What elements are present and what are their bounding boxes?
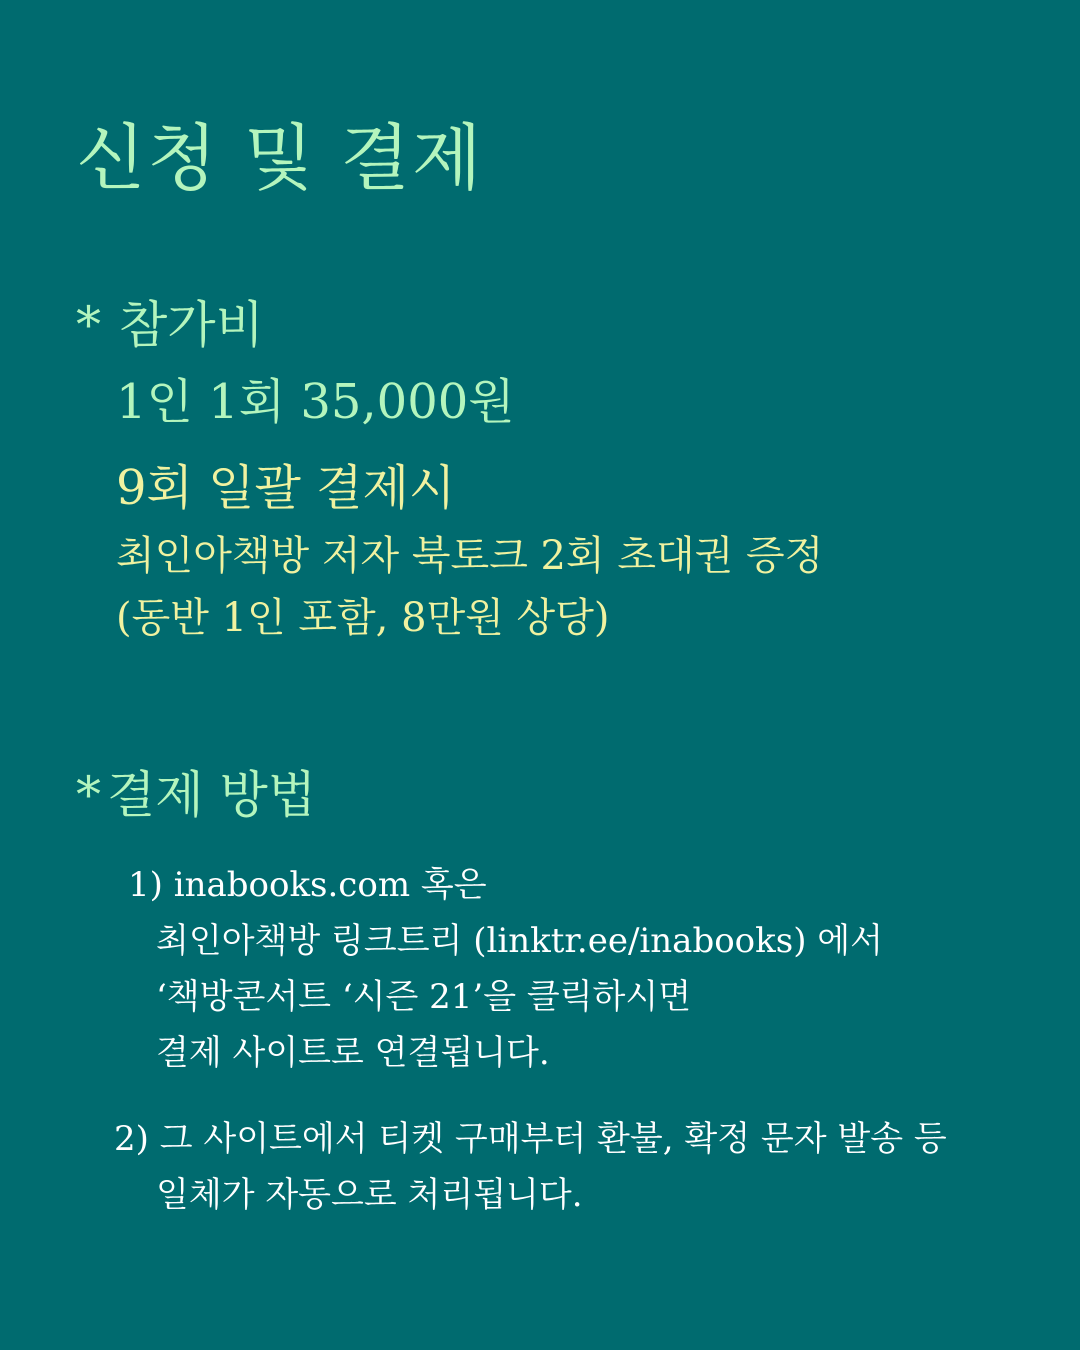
payment-heading (76, 766, 317, 824)
step1-line1: 1) inabooks.com 혹은 (128, 865, 487, 905)
step2-line1: 2) 그 사이트에서 티켓 구매부터 환불, 확정 문자 발송 등 (114, 1119, 947, 1159)
fee-bundle: 9회 일괄 결제시 (116, 460, 456, 516)
fee-bullet: * (76, 296, 101, 354)
step2-line2: 일체가 자동으로 처리됩니다. (156, 1175, 583, 1215)
fee-gift: 최인아책방 저자 북토크 2회 초대권 증정 (116, 533, 824, 579)
payment-heading-label: 결제 방법 (107, 766, 317, 824)
fee-gift-note: (동반 1인 포함, 8만원 상당) (116, 595, 610, 641)
step1-line4: 결제 사이트로 연결됩니다. (156, 1033, 550, 1073)
page-title: 신청 및 결제 (76, 116, 484, 200)
fee-heading-label: 참가비 (119, 296, 264, 354)
payment-bullet: * (76, 766, 101, 824)
step1-line2: 최인아책방 링크트리 (linktr.ee/inabooks) 에서 (156, 921, 883, 961)
step1-line3: ‘책방콘서트 ‘시즌 21’을 클릭하시면 (156, 977, 692, 1017)
fee-heading (76, 296, 264, 354)
fee-price: 1인 1회 35,000원 (116, 374, 515, 430)
